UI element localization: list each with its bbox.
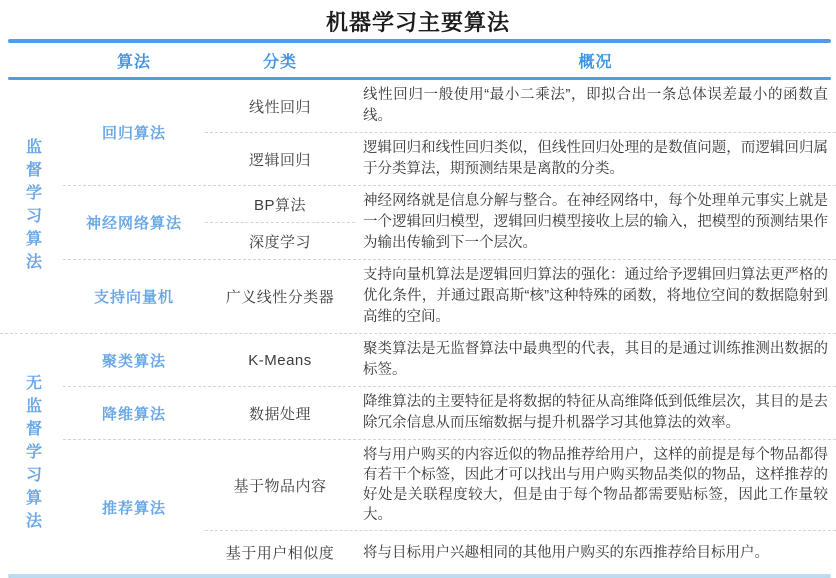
group-label-neural-network: 神经网络算法 [85, 215, 182, 232]
table-header [0, 43, 836, 77]
category-cell: BP算法 [253, 196, 306, 214]
section-supervised [0, 80, 836, 333]
group-svm [63, 259, 836, 333]
group-recommendation [63, 439, 836, 574]
section-label-supervised: 监督学习算法 [23, 137, 41, 276]
table-row [205, 334, 836, 386]
category-cell: 逻辑回归 [248, 151, 311, 169]
page-title: 机器学习主要算法 [325, 10, 510, 35]
overview-cell: 支持向量机算法是逻辑回归算法的强化：通过给予逻辑回归算法更严格的优化条件，并通过跟高斯“核”这种特殊的函数，将地位空间的数据隐射到高维的空间。 [363, 267, 828, 325]
table-row [205, 80, 836, 132]
table-row [205, 440, 836, 530]
category-cell: 基于物品内容 [233, 477, 327, 495]
overview-cell: 将与目标用户兴趣相同的其他用户购买的东西推荐给目标用户。 [363, 544, 769, 561]
group-label-svm: 支持向量机 [93, 289, 174, 306]
overview-cell: 聚类算法是无监督算法中最典型的代表，其目的是通过训练推测出数据的标签。 [363, 341, 828, 378]
group-label-dimensionality-reduction: 降维算法 [101, 405, 166, 423]
table-row [205, 260, 836, 333]
section-label-cell [0, 80, 63, 333]
section-label-cell [0, 334, 63, 574]
group-dimensionality-reduction [63, 386, 836, 439]
category-cell: K-Means [248, 351, 312, 369]
group-neural-network [63, 185, 836, 259]
category-cell: 深度学习 [205, 222, 355, 259]
table-row [205, 132, 836, 185]
table-row [205, 387, 836, 439]
bottom-divider [8, 574, 831, 578]
group-regression [63, 80, 836, 185]
group-label-regression: 回归算法 [101, 125, 166, 142]
group-label-clustering: 聚类算法 [101, 352, 166, 370]
category-cell: 广义线性分类器 [225, 289, 335, 306]
table-row [205, 530, 836, 574]
group-clustering [63, 334, 836, 386]
category-cell: 数据处理 [248, 405, 311, 423]
category-cell: 基于用户相似度 [225, 545, 335, 562]
section-unsupervised [0, 333, 836, 574]
header-category: 分类 [262, 53, 297, 71]
overview-cell: 将与用户购买的内容近似的物品推荐给用户，这样的前提是每个物品都得有若干个标签，因此才可以找出与用户购买物品类似的物品，这样推荐的好处是关联程度较大，但是由于每个物品都需要贴标签，因此工作量较大。 [363, 447, 828, 523]
header-overview: 概况 [578, 53, 613, 71]
category-cell: 线性回归 [248, 98, 311, 116]
header-algorithm: 算法 [116, 53, 151, 71]
overview-cell: 神经网络就是信息分解与整合。在神经网络中，每个处理单元事实上就是一个逻辑回归模型，逻辑回归模型接收上层的输入，把模型的预测结果作为输出传输到下一个层次。 [363, 193, 828, 251]
overview-cell: 降维算法的主要特征是将数据的特征从高维降低到低维层次，其目的是去除冗余信息从而压缩数据与提升机器学习其他算法的效率。 [363, 394, 828, 431]
section-label-unsupervised: 无监督学习算法 [23, 373, 41, 535]
overview-cell: 线性回归一般使用“最小二乘法”，即拟合出一条总体误差最小的函数直线。 [363, 87, 828, 124]
table-row [205, 186, 836, 259]
group-label-recommendation: 推荐算法 [101, 499, 166, 517]
overview-cell: 逻辑回归和线性回归类似，但线性回归处理的是数值问题，而逻辑回归属于分类算法，期预测结果是离散的分类。 [363, 140, 828, 177]
algorithm-table [0, 80, 836, 574]
